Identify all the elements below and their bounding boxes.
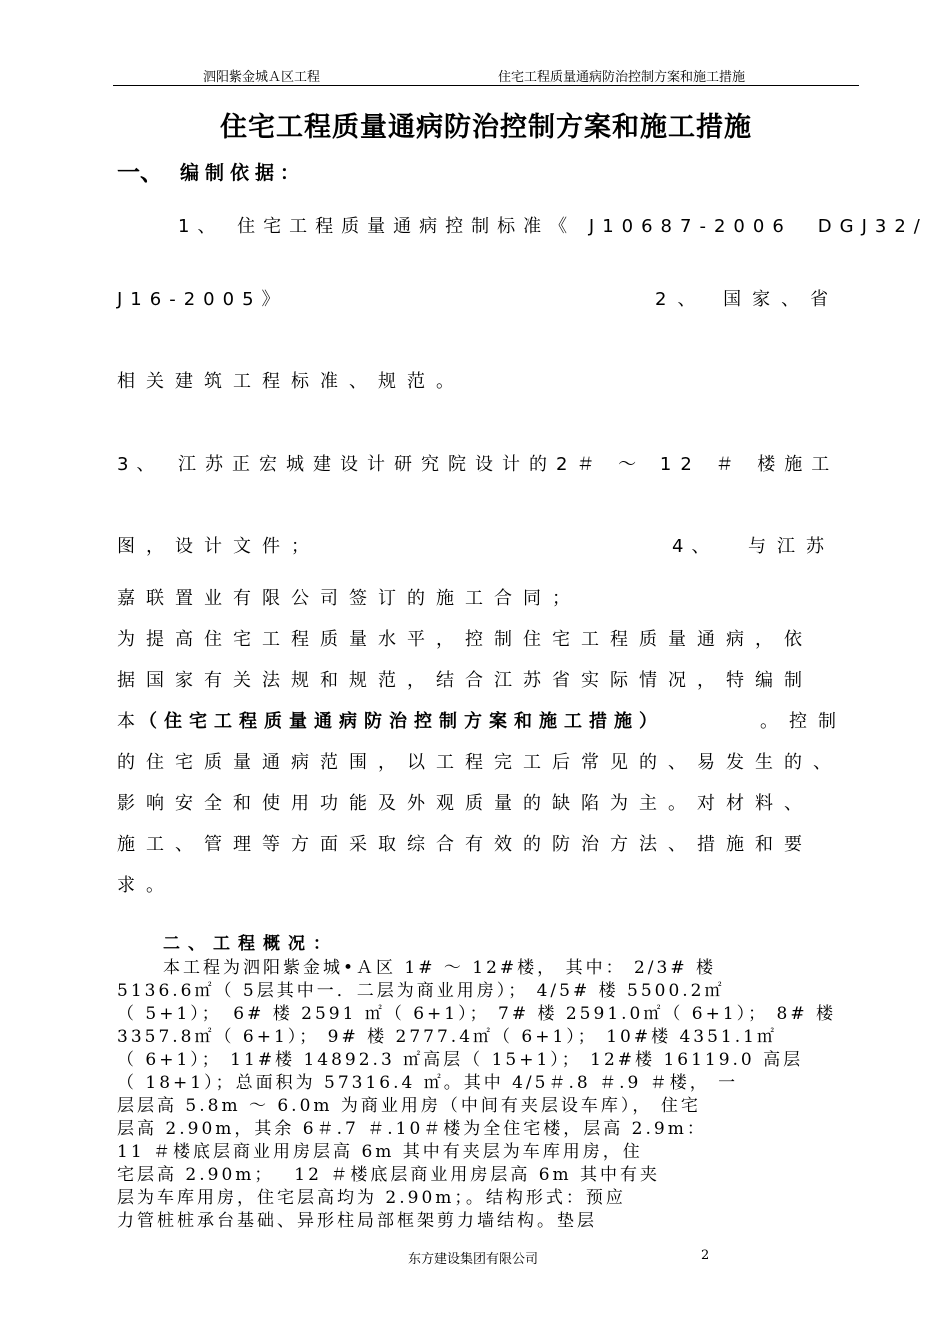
basis-line-4a: 3、 — [117, 454, 163, 475]
section-1-number: 一、 — [117, 159, 163, 186]
header-document-name: 住宅工程质量通病防治控制方案和施工措施 — [498, 70, 746, 85]
basis-line-5a: 图，设计文件； — [117, 536, 320, 557]
basis-line-2b: 2、 国家、省 — [655, 289, 840, 310]
page-number: 2 — [701, 1248, 710, 1263]
basis-line-1: 1、 住宅工程质量通病控制标准《 J10687-2006 DGJ32/ — [178, 216, 928, 237]
purpose-line-6: 施工、管理等方面采取综合有效的防治方法、措施和要 — [117, 834, 813, 855]
basis-line-2a: J16-2005》 — [117, 289, 288, 310]
purpose-line-3-emphasis: （住宅工程质量通病防治控制方案和施工措施） — [139, 711, 664, 732]
overview-line-2: 5136.6㎡（ 5层其中一．二层为商业用房）； 4/5# 楼 5500.2㎡ — [117, 981, 725, 1001]
purpose-line-7: 求。 — [117, 875, 175, 896]
document-title: 住宅工程质量通病防治控制方案和施工措施 — [220, 112, 752, 143]
basis-line-5c: 与江苏 — [748, 536, 835, 557]
purpose-line-1: 为提高住宅工程质量水平，控制住宅工程质量通病，依 — [117, 629, 813, 650]
purpose-line-2: 据国家有关法规和规范，结合江苏省实际情况，特编制 — [117, 670, 813, 691]
overview-line-3: （ 5+1）； 6# 楼 2591 ㎡（ 6+1）； 7# 楼 2591.0㎡（ 6+1）； 8# 楼 — [117, 1004, 836, 1024]
header-divider — [113, 85, 859, 86]
overview-line-12: 力管桩桩承台基础、异形柱局部框架剪力墙结构。垫层 — [117, 1211, 597, 1231]
purpose-line-4: 的住宅质量通病范围，以工程完工后常见的、易发生的、 — [117, 752, 842, 773]
footer-company: 东方建设集团有限公司 — [408, 1252, 539, 1267]
overview-line-7: 层层高 5.8m ～ 6.0m 为商业用房（中间有夹层设车库）， 住宅 — [117, 1096, 701, 1116]
overview-line-5: （ 6+1）； 11#楼 14892.3 ㎡高层（ 15+1）； 12#楼 16119.0 高层 — [117, 1050, 804, 1070]
basis-line-5b: 4、 — [672, 536, 718, 557]
basis-line-3: 相关建筑工程标准、规范。 — [117, 371, 465, 392]
section-2-heading: 二、工程概况： — [163, 934, 338, 954]
basis-line-6: 嘉联置业有限公司签订的施工合同； — [117, 588, 581, 609]
overview-line-8: 层高 2.90m，其余 6＃.7 ＃.10＃楼为全住宅楼，层高 2.9m： — [117, 1119, 707, 1139]
purpose-line-3a: 本 — [117, 711, 143, 732]
purpose-line-5: 影响安全和使用功能及外观质量的缺陷为主。对材料、 — [117, 793, 813, 814]
overview-line-9: 11 ＃楼底层商业用房层高 6m 其中有夹层为车库用房，住 — [117, 1142, 643, 1162]
overview-line-4: 3357.8㎡（ 6+1）； 9# 楼 2777.4㎡（ 6+1）； 10#楼 4351.1㎡ — [117, 1027, 777, 1047]
overview-line-11: 层为车库用房，住宅层高均为 2.90m；。结构形式：预应 — [117, 1188, 626, 1208]
overview-line-10: 宅层高 2.90m； 12 ＃楼底层商业用房层高 6m 其中有夹 — [117, 1165, 661, 1185]
overview-line-6: （ 18+1）；总面积为 57316.4 ㎡。其中 4/5＃.8 ＃.9 ＃楼， 一 — [117, 1073, 739, 1093]
overview-line-1: 本工程为泗阳紫金城•Ａ区 1# ～ 12#楼， 其中： 2/3# 楼 — [163, 958, 716, 978]
purpose-line-3c: 。控制 — [760, 711, 847, 732]
header-project-name: 泗阳紫金城Ａ区工程 — [203, 70, 321, 85]
section-1-heading: 编制依据： — [180, 162, 306, 184]
basis-line-4b: 江苏正宏城建设计研究院设计的2＃ ～ 12 ＃ 楼施工 — [178, 454, 839, 475]
